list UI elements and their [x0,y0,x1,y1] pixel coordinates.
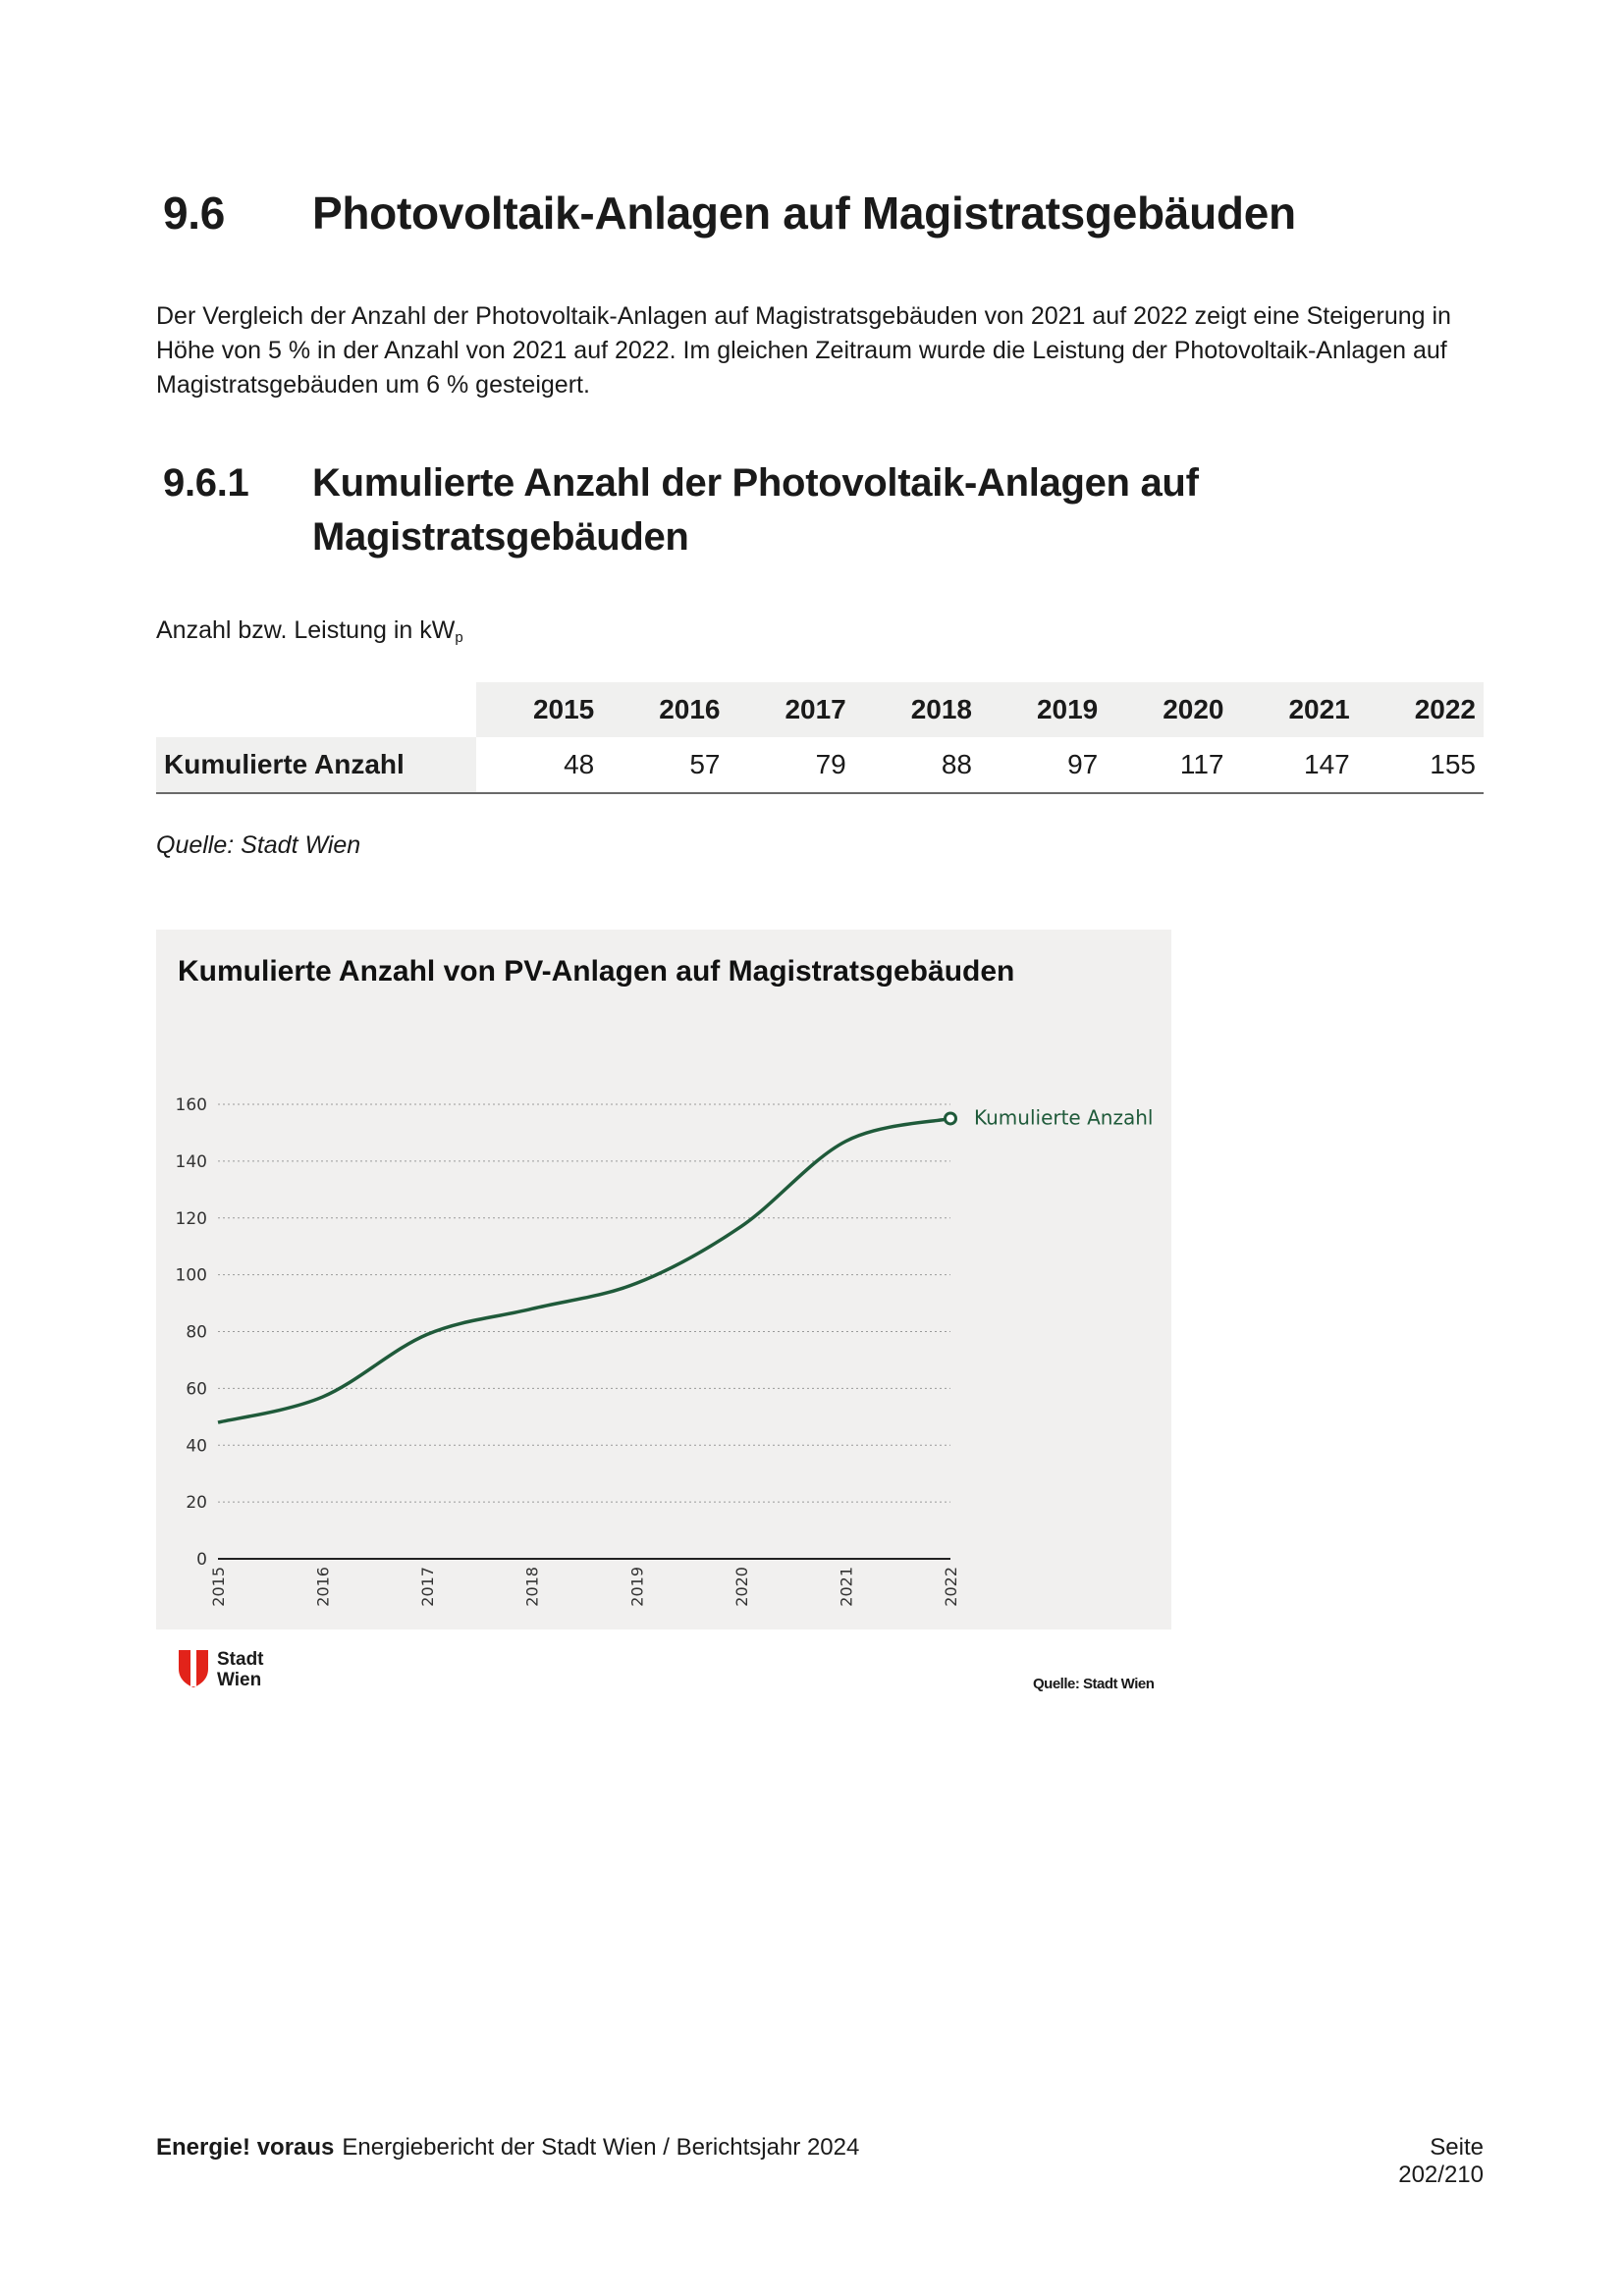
x-tick-label: 2016 [313,1567,333,1607]
x-tick-label: 2018 [522,1567,542,1607]
y-tick-label: 0 [196,1550,207,1570]
y-tick-label: 60 [186,1379,207,1400]
section-number: 9.6 [163,187,226,239]
year-header: 2016 [602,682,728,737]
y-tick-label: 80 [186,1322,207,1343]
year-header: 2018 [854,682,980,737]
vienna-shield-icon [178,1649,209,1688]
chart-title: Kumulierte Anzahl von PV-Anlagen auf Magistratsgebäuden [178,955,1015,988]
year-header: 2021 [1232,682,1358,737]
section-heading [163,187,1296,240]
year-header: 2019 [980,682,1106,737]
table-cell: 57 [602,737,728,793]
logo-text [217,1649,264,1690]
row-label: Kumulierte Anzahl [156,737,476,793]
y-tick-label: 40 [186,1436,207,1457]
unit-subscript: p [455,629,463,646]
table-cell: 117 [1106,737,1231,793]
series-label: Kumulierte Anzahl [974,1105,1154,1130]
end-point-marker [946,1113,956,1124]
x-tick-label: 2021 [837,1567,856,1607]
chart-panel [156,930,1171,1629]
y-tick-label: 20 [186,1493,207,1514]
line-chart [156,930,1171,1629]
table-cell: 79 [729,737,854,793]
table-row [156,737,1484,793]
table-cell: 97 [980,737,1106,793]
page-number: Seite 202/210 [1398,2134,1484,2188]
footer-brand: Energie! voraus [156,2134,335,2161]
x-tick-label: 2017 [418,1567,438,1607]
data-table [156,682,1484,794]
unit-label [156,616,463,646]
stadt-wien-logo [178,1649,264,1693]
footer-text: Energiebericht der Stadt Wien / Berichtsjahr 2024 [342,2134,860,2161]
year-header: 2022 [1358,682,1484,737]
x-tick-label: 2022 [942,1567,960,1607]
unit-text: Anzahl bzw. Leistung in kW [156,616,456,644]
intro-paragraph: Der Vergleich der Anzahl der Photovoltaik-Anlagen auf Magistratsgebäuden von 2021 auf 2022 zeigt eine Steigerung in Höhe von 5 % in der Anzahl von 2021 auf 2022. Im gleichen Zeitraum wurde die Leistung der Photovoltaik-Anlagen auf Magistratsgebäuden um 6 % gesteigert. [156,302,1451,399]
x-tick-label: 2019 [627,1567,647,1607]
subsection-title: Kumulierte Anzahl der Photovoltaik-Anlagen auf Magistratsgebäuden [312,461,1199,559]
table-cell: 147 [1232,737,1358,793]
x-tick-label: 2020 [731,1567,751,1607]
subsection-number: 9.6.1 [163,461,249,505]
series-line-kumulierte-anzahl [218,1118,950,1422]
y-tick-label: 100 [175,1265,207,1286]
table-cell: 88 [854,737,980,793]
table-cell: 155 [1358,737,1484,793]
logo-line-1: Stadt [217,1649,264,1670]
section-title: Photovoltaik-Anlagen auf Magistratsgebäuden [312,187,1296,239]
year-header: 2015 [476,682,602,737]
x-tick-label: 2015 [209,1567,228,1607]
subsection-heading [163,456,1294,564]
year-header: 2017 [729,682,854,737]
y-tick-label: 160 [175,1095,207,1115]
footer [156,2134,859,2162]
table-cell: 48 [476,737,602,793]
table-source: Quelle: Stadt Wien [156,831,361,859]
y-tick-label: 140 [175,1151,207,1172]
logo-line-2: Wien [217,1670,262,1690]
y-tick-label: 120 [175,1208,207,1229]
table-corner [156,682,476,737]
table-header-row [156,682,1484,737]
chart-source: Quelle: Stadt Wien [1033,1676,1155,1692]
year-header: 2020 [1106,682,1231,737]
